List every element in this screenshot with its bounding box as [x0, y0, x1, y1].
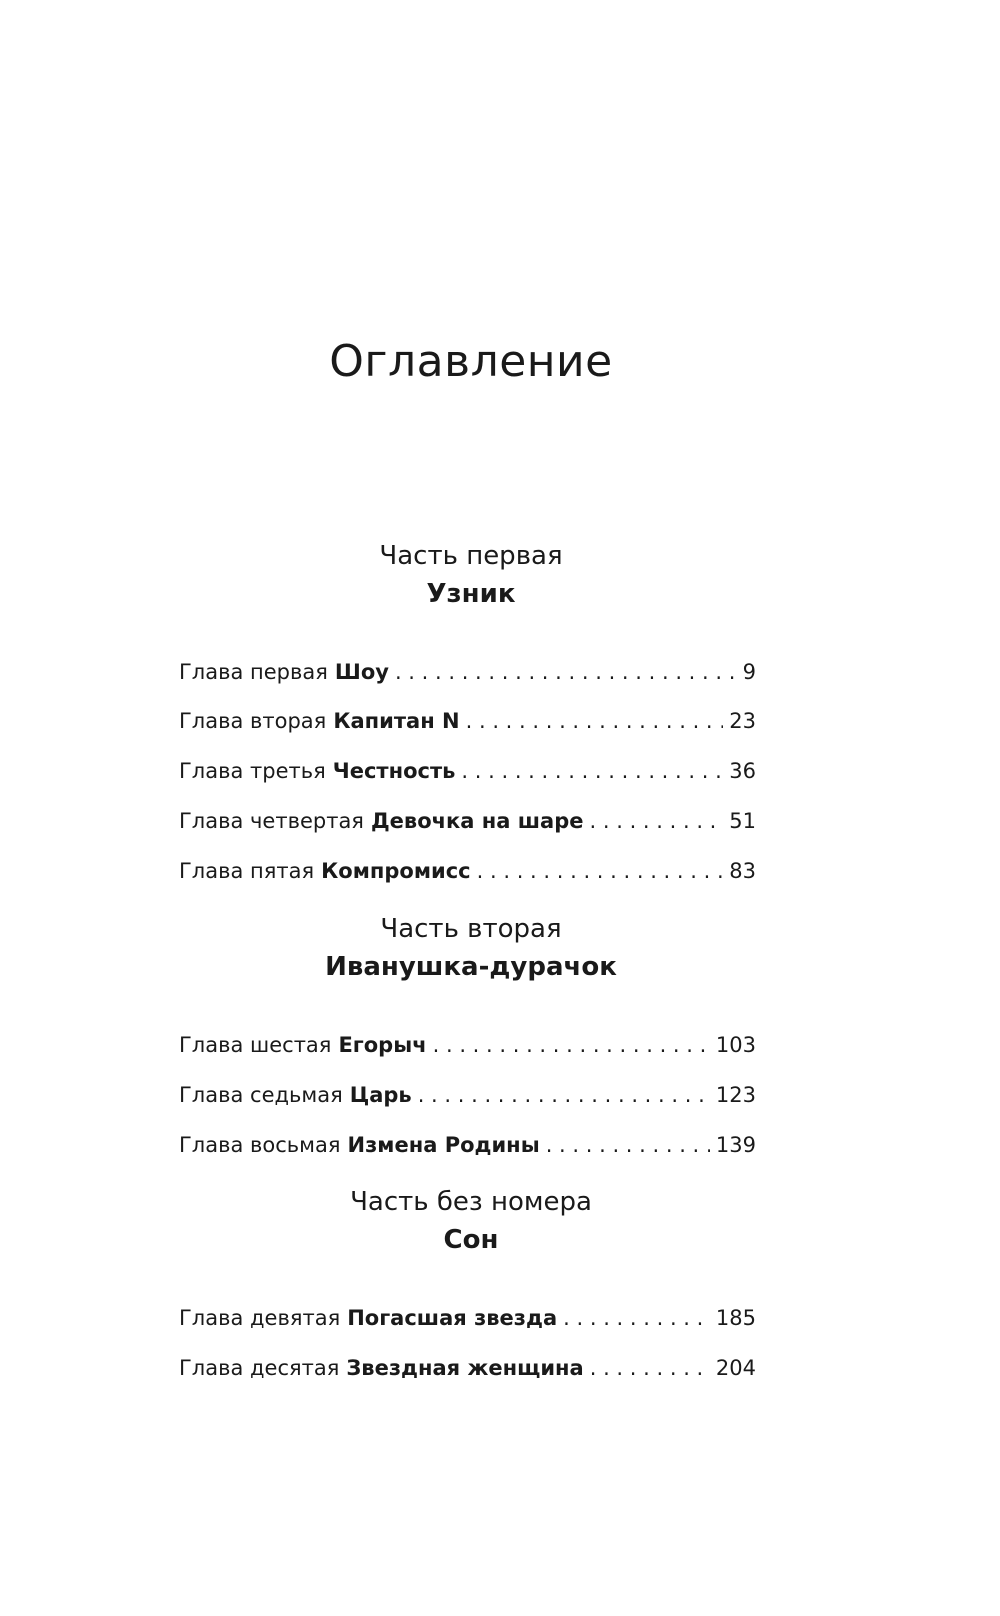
- chapter-number: Глава пятая: [179, 859, 315, 883]
- dot-leader: [477, 856, 724, 886]
- toc-entry[interactable]: [179, 1353, 756, 1383]
- page-number: 204: [715, 1356, 756, 1380]
- page-number: 23: [729, 709, 756, 733]
- part-label: Часть вторая: [380, 914, 562, 944]
- toc-entry[interactable]: [179, 756, 756, 786]
- page-number: 123: [715, 1083, 756, 1107]
- toc-entry[interactable]: [179, 806, 756, 836]
- chapter-number: Глава десятая: [179, 1356, 340, 1380]
- toc-entry[interactable]: [179, 657, 756, 687]
- part-name: Иванушка-дурачок: [325, 952, 617, 982]
- chapter-number: Глава седьмая: [179, 1083, 343, 1107]
- chapter-title: Измена Родины: [347, 1133, 540, 1157]
- chapter-number: Глава девятая: [179, 1306, 341, 1330]
- chapter-title: Звездная женщина: [346, 1356, 584, 1380]
- chapter-number: Глава вторая: [179, 709, 327, 733]
- dot-leader: [395, 657, 737, 687]
- chapter-number: Глава четвертая: [179, 809, 364, 833]
- chapter-title: Шоу: [334, 660, 389, 684]
- page-number: 139: [715, 1133, 756, 1157]
- part-name: Сон: [443, 1225, 499, 1255]
- page-number: 103: [715, 1033, 756, 1057]
- dot-leader: [563, 1303, 710, 1333]
- chapter-number: Глава первая: [179, 660, 328, 684]
- dot-leader: [546, 1130, 710, 1160]
- toc-entry[interactable]: [179, 1080, 756, 1110]
- page-title: Оглавление: [329, 336, 613, 387]
- page-number: 83: [729, 859, 756, 883]
- chapter-title: Честность: [332, 759, 456, 783]
- dot-leader: [466, 706, 724, 736]
- chapter-title: Компромисс: [321, 859, 471, 883]
- part-label: Часть первая: [379, 541, 563, 571]
- chapter-number: Глава восьмая: [179, 1133, 341, 1157]
- page-number: 185: [715, 1306, 756, 1330]
- dot-leader: [590, 1353, 710, 1383]
- dot-leader: [590, 806, 724, 836]
- page-number: 36: [729, 759, 756, 783]
- toc-entry[interactable]: [179, 1130, 756, 1160]
- chapter-number: Глава третья: [179, 759, 326, 783]
- toc-entry[interactable]: [179, 856, 756, 886]
- chapter-title: Погасшая звезда: [347, 1306, 558, 1330]
- toc-entry[interactable]: [179, 1030, 756, 1060]
- chapter-number: Глава шестая: [179, 1033, 332, 1057]
- toc-entry[interactable]: [179, 1303, 756, 1333]
- dot-leader: [433, 1030, 710, 1060]
- chapter-title: Капитан N: [333, 709, 460, 733]
- part-heading-3: [0, 1183, 942, 1259]
- chapter-title: Девочка на шаре: [370, 809, 584, 833]
- page-number: 51: [729, 809, 756, 833]
- part-heading-1: [0, 537, 942, 613]
- dot-leader: [461, 756, 723, 786]
- part-label: Часть без номера: [350, 1187, 592, 1217]
- dot-leader: [418, 1080, 710, 1110]
- chapter-title: Егорыч: [338, 1033, 427, 1057]
- part-name: Узник: [426, 579, 516, 609]
- toc-entry[interactable]: [179, 706, 756, 736]
- page-number: 9: [742, 660, 756, 684]
- part-heading-2: [0, 910, 942, 986]
- chapter-title: Царь: [349, 1083, 412, 1107]
